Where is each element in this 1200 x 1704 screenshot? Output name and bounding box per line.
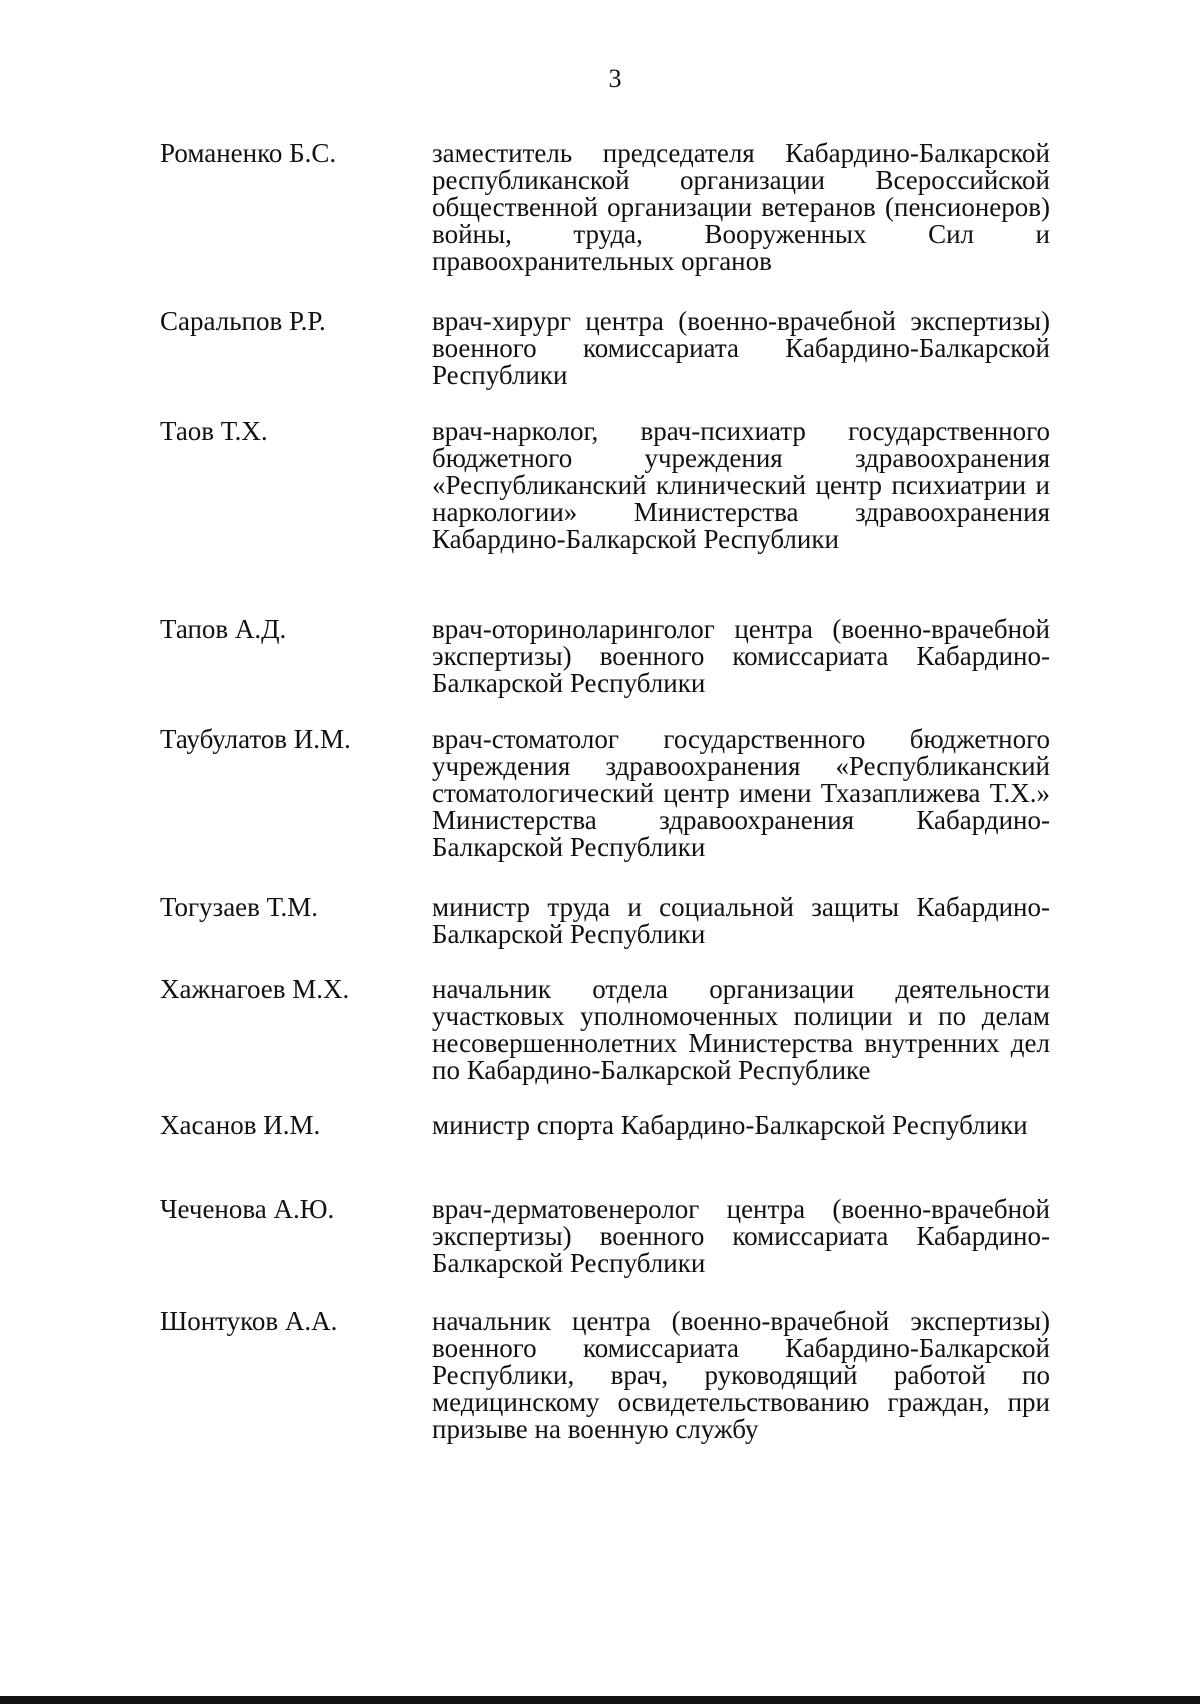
- list-item: [160, 1112, 1050, 1196]
- list-item: [160, 1308, 1050, 1468]
- member-list: [160, 140, 1050, 1468]
- member-position: министр труда и социальной защиты Кабардино-Балкарской Республики: [432, 892, 1050, 949]
- member-position: врач-дерматовенеролог центра (военно-врачебной экспертизы) военного комиссариата Кабардино-Балкарской Республики: [432, 1194, 1050, 1278]
- member-name: Саральпов Р.Р.: [160, 306, 326, 336]
- list-item: [160, 726, 1050, 894]
- list-item: [160, 976, 1050, 1112]
- member-position: начальник отдела организации деятельности участковых уполномоченных полиции и по делам несовершеннолетних Министерства внутренних дел по Кабардино-Балкарской Республике: [432, 974, 1050, 1085]
- member-name: Тогузаев Т.М.: [160, 892, 318, 922]
- member-position: министр спорта Кабардино-Балкарской Республики: [432, 1110, 1028, 1140]
- list-item: [160, 894, 1050, 976]
- member-name: Тапов А.Д.: [160, 614, 287, 644]
- member-name: Таов Т.Х.: [160, 416, 268, 446]
- member-name: Хасанов И.М.: [160, 1110, 321, 1140]
- scan-edge-rule: [0, 1696, 1200, 1704]
- list-item: [160, 308, 1050, 418]
- member-name: Романенко Б.С.: [160, 138, 337, 168]
- member-position: врач-нарколог, врач-психиатр государственного бюджетного учреждения здравоохранения «Республиканский клинический центр психиатрии и наркологии» Министерства здравоохранения Кабардино-Балкарской Республики: [432, 416, 1050, 554]
- list-item: [160, 140, 1050, 308]
- member-name: Чеченова А.Ю.: [160, 1194, 335, 1224]
- list-item: [160, 616, 1050, 726]
- page-number: 3: [608, 64, 622, 93]
- member-name: Таубулатов И.М.: [160, 724, 351, 754]
- member-position: врач-хирург центра (военно-врачебной экспертизы) военного комиссариата Кабардино-Балкарской Республики: [432, 306, 1050, 390]
- member-position: врач-стоматолог государственного бюджетного учреждения здравоохранения «Республиканский стоматологический центр имени Тхазаплижева Т.Х.» Министерства здравоохранения Кабардино-Балкарской Республики: [432, 724, 1050, 862]
- list-item: [160, 1196, 1050, 1308]
- member-name: Хажнагоев М.Х.: [160, 974, 350, 1004]
- member-name: Шонтуков А.А.: [160, 1306, 338, 1336]
- list-item: [160, 418, 1050, 616]
- member-position: заместитель председателя Кабардино-Балкарской республиканской организации Всероссийской общественной организации ветеранов (пенсионеров) войны, труда, Вооруженных Сил и правоохранительных органов: [432, 138, 1050, 276]
- member-position: начальник центра (военно-врачебной экспертизы) военного комиссариата Кабардино-Балкарской Республики, врач, руководящий работой по медицинскому освидетельствованию граждан, при призыве на военную службу: [432, 1306, 1050, 1444]
- member-position: врач-оториноларинголог центра (военно-врачебной экспертизы) военного комиссариата Кабардино-Балкарской Республики: [432, 614, 1050, 698]
